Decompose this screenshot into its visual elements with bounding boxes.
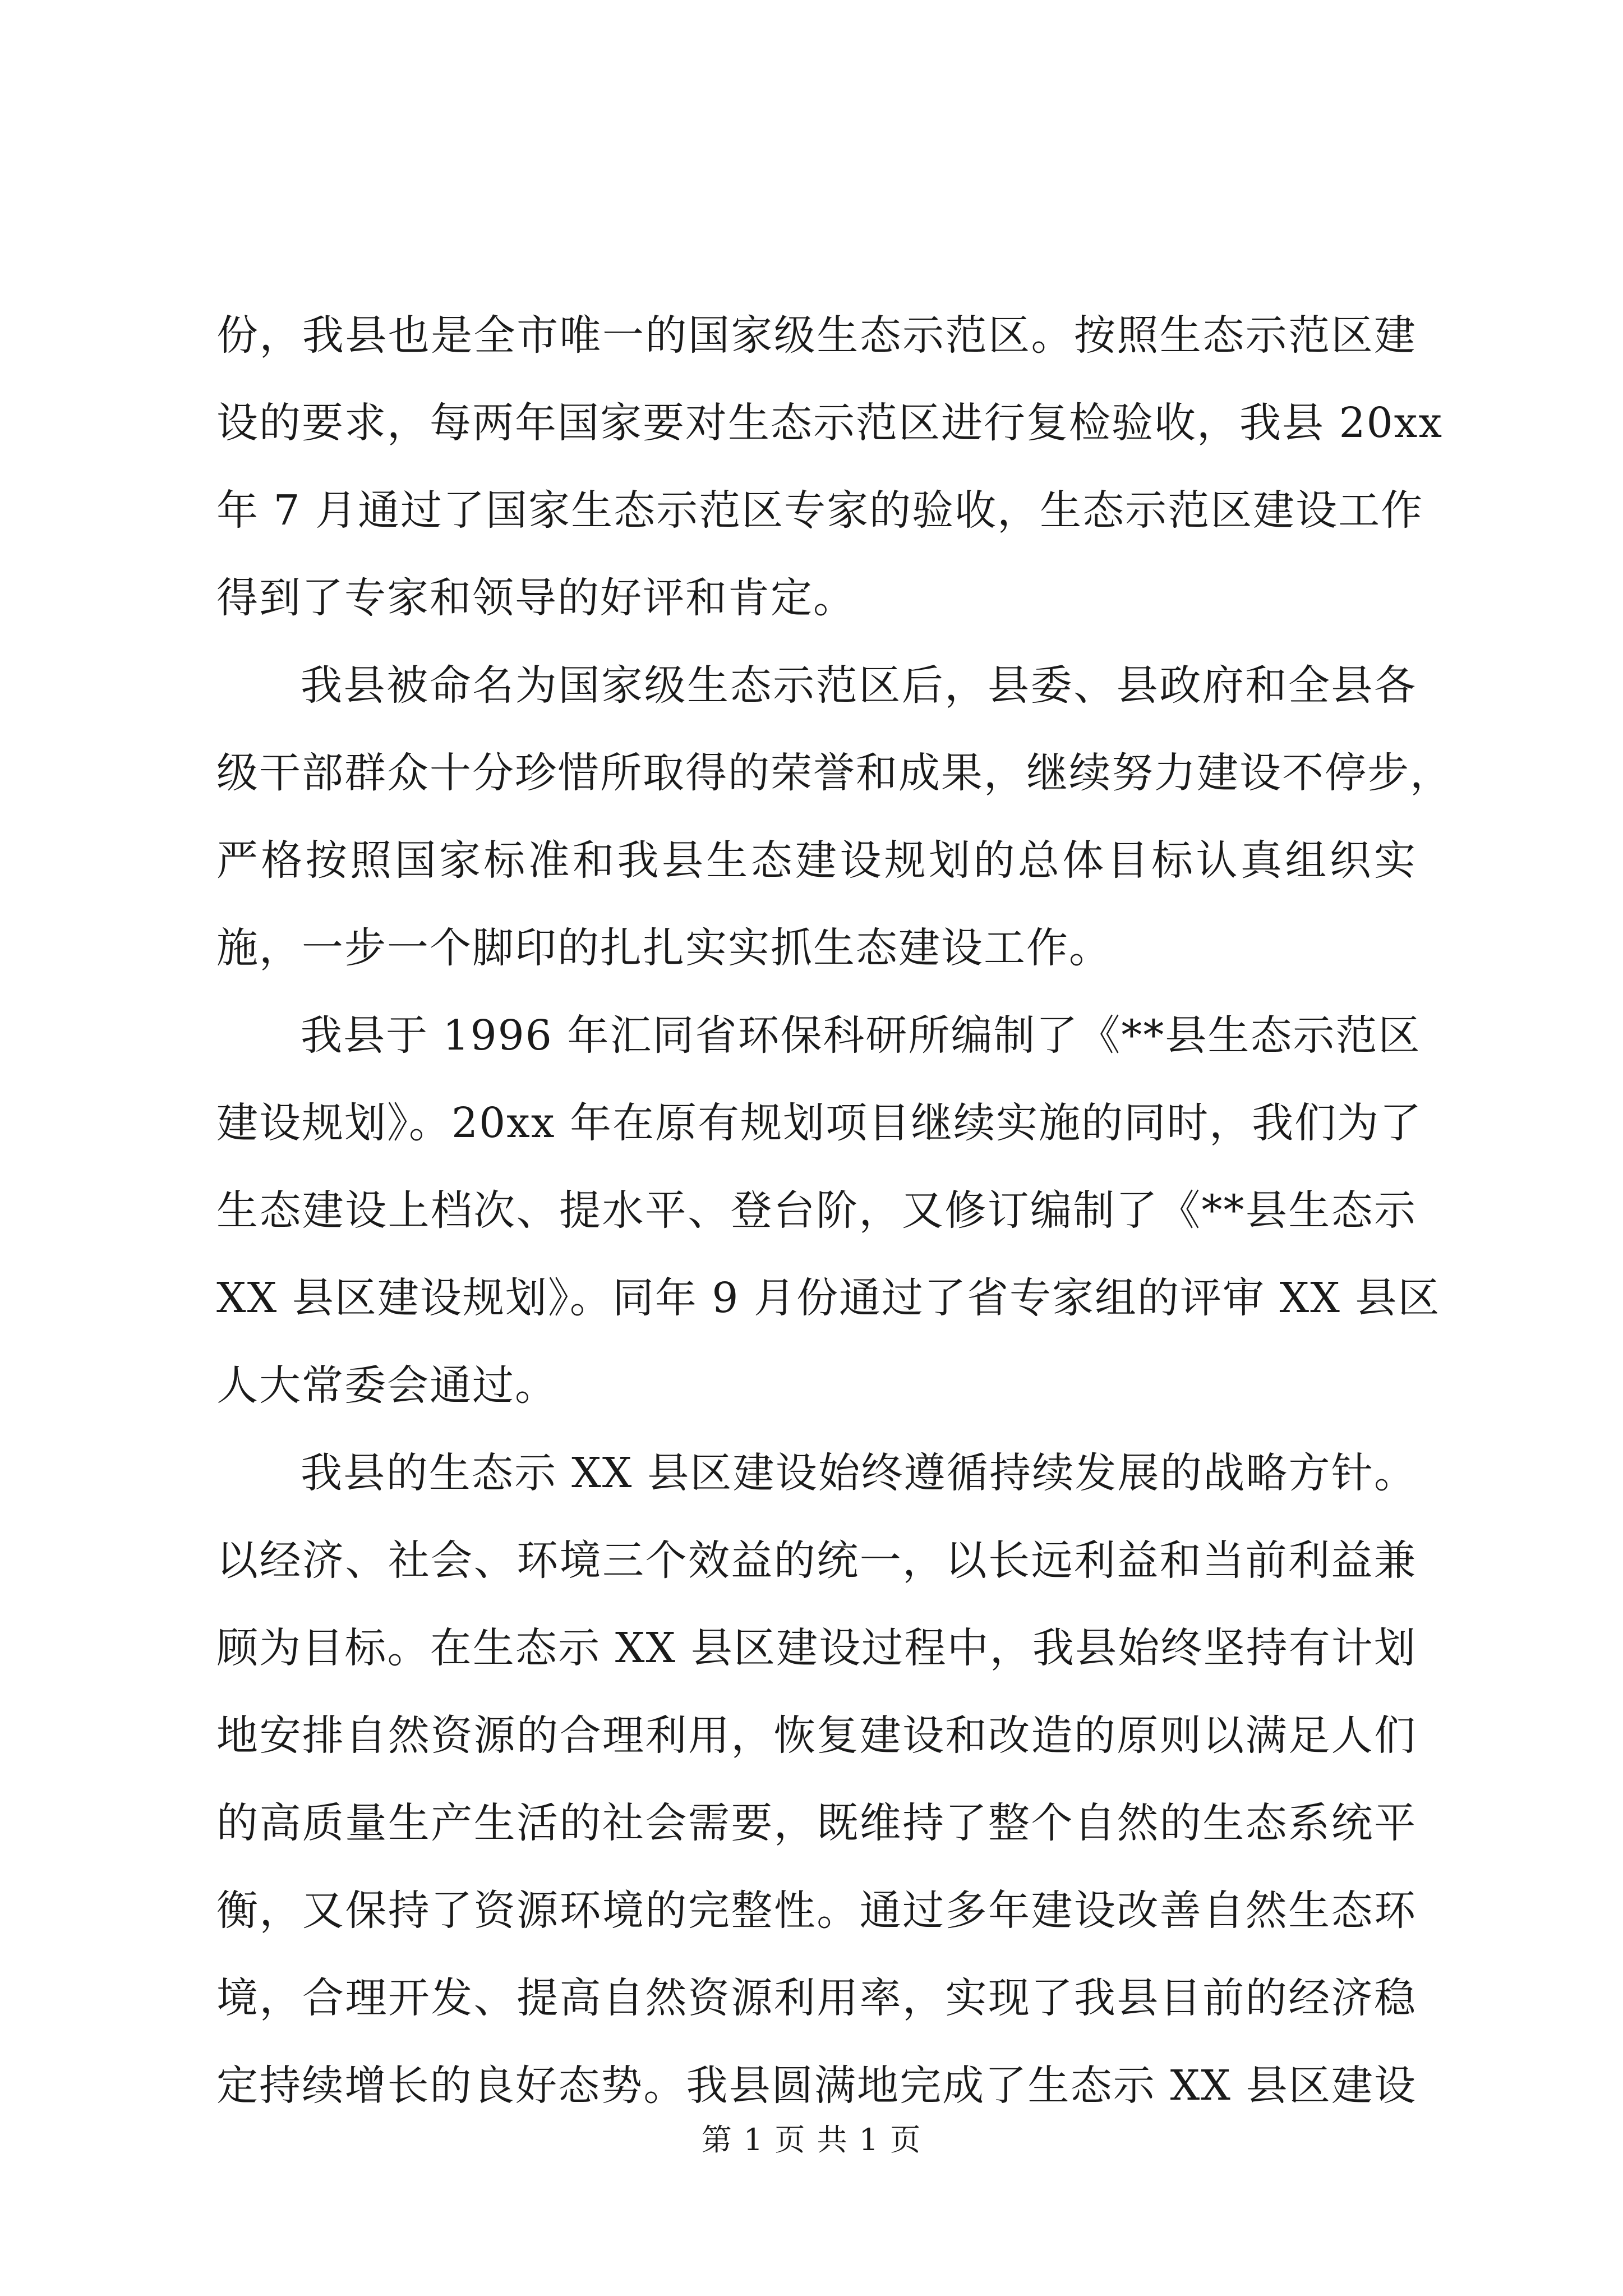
text-line: 施，一步一个脚印的扎扎实实抓生态建设工作。 — [216, 924, 1112, 972]
text-line: 以经济、社会、环境三个效益的统一，以长远利益和当前利益兼 — [216, 1536, 1417, 1585]
text-line: 人大常委会通过。 — [216, 1361, 557, 1410]
text-line: 我县被命名为国家级生态示范区后，县委、县政府和全县各 — [301, 661, 1417, 710]
text-line: 得到了专家和领导的好评和肯定。 — [216, 574, 856, 622]
text-line: 份，我县也是全市唯一的国家级生态示范区。按照生态示范区建 — [216, 311, 1417, 360]
text-line: 生态建设上档次、提水平、登台阶，又修订编制了《**县生态示 — [216, 1186, 1417, 1235]
paragraph — [216, 642, 1453, 992]
text-line: XX 县区建设规划》。同年 9 月份通过了省专家组的评审 XX 县区 — [216, 1274, 1441, 1322]
text-line: 定持续增长的良好态势。我县圆满地完成了生态示 XX 县区建设 — [216, 2062, 1417, 2110]
text-line: 顾为目标。在生态示 XX 县区建设过程中，我县始终坚持有计划 — [216, 1624, 1417, 1672]
paragraph — [216, 992, 1441, 1429]
paragraph — [216, 1429, 1417, 2129]
text-line: 严格按照国家标准和我县生态建设规划的总体目标认真组织实 — [216, 836, 1417, 885]
text-line: 我县于 1996 年汇同省环保科研所编制了《**县生态示范区 — [301, 1011, 1421, 1060]
text-line: 的高质量生产生活的社会需要，既维持了整个自然的生态系统平 — [216, 1799, 1417, 1847]
text-line: 设的要求，每两年国家要对生态示范区进行复检验收，我县 20xx — [216, 399, 1444, 447]
page-footer: 第 1 页 共 1 页 — [701, 2122, 922, 2157]
document-body — [216, 292, 1453, 2129]
paragraph — [216, 292, 1444, 642]
text-line: 级干部群众十分珍惜所取得的荣誉和成果，继续努力建设不停步， — [216, 749, 1453, 797]
text-line: 建设规划》。20xx 年在原有规划项目继续实施的同时，我们为了 — [216, 1099, 1423, 1147]
text-line: 年 7 月通过了国家生态示范区专家的验收，生态示范区建设工作 — [216, 486, 1424, 535]
text-line: 衡，又保持了资源环境的完整性。通过多年建设改善自然生态环 — [216, 1887, 1417, 1935]
text-line: 境，合理开发、提高自然资源利用率，实现了我县目前的经济稳 — [216, 1974, 1417, 2022]
text-line: 我县的生态示 XX 县区建设始终遵循持续发展的战略方针。 — [301, 1449, 1417, 1497]
text-line: 地安排自然资源的合理利用，恢复建设和改造的原则以满足人们 — [216, 1711, 1417, 1760]
